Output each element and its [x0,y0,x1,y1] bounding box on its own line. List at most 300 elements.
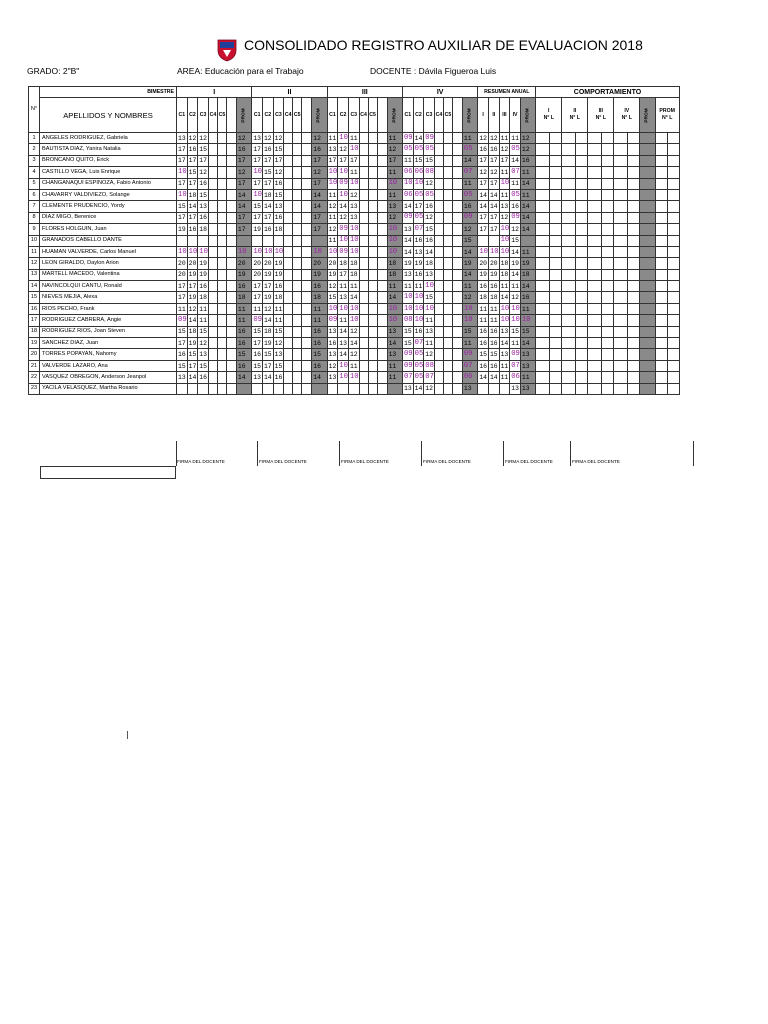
grade-value [434,269,443,280]
grade-value [368,144,377,155]
grade-value [359,224,368,235]
grade-value: 11 [327,235,338,246]
grade-value: 13 [177,372,188,383]
grade-value [443,201,452,212]
grade-value [284,133,293,144]
row-number: 14 [29,281,40,292]
grade-value: 10 [348,224,359,235]
behavior-cell [628,201,640,212]
grade-value [359,338,368,349]
spacer-cell [302,144,312,155]
grade-value: 15 [187,167,198,178]
spacer-cell [377,360,387,371]
spacer-cell [452,246,462,257]
behavior-cell [550,315,562,326]
grade-value: 19 [198,269,209,280]
final-prom-cell [655,269,667,280]
grade-value: 10 [327,246,338,257]
signature-label: FIRMA DEL DOCENTE [177,459,225,464]
grade-value: 12 [424,178,435,189]
table-row [29,133,680,144]
resumen-prom-header [520,98,535,133]
final-prom-cell [655,326,667,337]
prom-label: PROM [392,108,398,123]
grade-value: 17 [177,281,188,292]
grade-value [208,144,217,155]
grade-value: 06 [402,167,413,178]
page-title: CONSOLIDADO REGISTRO AUXILIAR DE EVALUACION 2018 [244,37,643,53]
behavior-cell [602,360,614,371]
grade-value: 14 [478,372,489,383]
behavior-cell [550,178,562,189]
grade-value: 15 [488,349,499,360]
grade-value [217,224,226,235]
behavior-prom-cell [640,133,655,144]
grade-value: 10 [510,315,521,326]
prom-value: 17 [312,224,327,235]
grade-value: 07 [413,224,424,235]
grade-value: 13 [499,349,510,360]
prom-label: PROM [644,108,650,123]
signature-divider [570,441,571,466]
grade-value: 16 [273,178,284,189]
prom-value [387,383,402,394]
grade-value [284,292,293,303]
grade-value [368,360,377,371]
final-prom-cell [655,246,667,257]
behavior-cell [562,246,576,257]
criterion-header: C1 [252,98,263,133]
student-name: CLEMENTE PRUDENCIO, Yordy [40,201,177,212]
grade-value [368,155,377,166]
grade-value: 11 [273,303,284,314]
grade-value [443,178,452,189]
spacer-cell [377,155,387,166]
criterion-header: C5 [293,98,302,133]
grade-value: 11 [478,315,489,326]
grade-value [284,178,293,189]
table-row [29,303,680,314]
signature-label: FIRMA DEL DOCENTE [423,459,471,464]
spacer-cell [302,258,312,269]
grade-value: 16 [262,224,273,235]
grade-value: 12 [273,167,284,178]
grade-value [284,201,293,212]
student-name: YACILA VELASQUEZ, Martha Rosario [40,383,177,394]
grade-value: 16 [198,372,209,383]
grade-value: 16 [488,144,499,155]
behavior-cell [614,292,628,303]
grade-value: 16 [187,144,198,155]
grade-value: 15 [273,144,284,155]
behavior-prom-cell [640,167,655,178]
spacer-cell [302,235,312,246]
grade-value [359,360,368,371]
grade-value [443,189,452,200]
grade-value [368,315,377,326]
behavior-cell [614,326,628,337]
grade-value: 10 [327,303,338,314]
grade-value [478,235,489,246]
grade-value: 15 [273,360,284,371]
grade-value: 09 [510,212,521,223]
grade-value: 13 [413,246,424,257]
grade-value: 09 [402,349,413,360]
prom-value: 10 [387,303,402,314]
grade-value: 19 [327,269,338,280]
grade-value: 15 [402,338,413,349]
grade-value: 15 [198,360,209,371]
prom-value: 14 [520,178,535,189]
grade-value: 10 [499,315,510,326]
grade-value: 09 [338,224,349,235]
prom-value: 14 [387,338,402,349]
spacer-cell [302,98,312,133]
grade-value: 18 [488,292,499,303]
grade-value [434,189,443,200]
behavior-cell [536,201,550,212]
grade-value [368,338,377,349]
grade-value: 17 [177,155,188,166]
grade-value: 16 [478,326,489,337]
grade-value [434,372,443,383]
grade-value: 13 [327,372,338,383]
behavior-cell [628,167,640,178]
prom-value: 16 [462,201,477,212]
spacer-cell [377,133,387,144]
grade-value: 16 [413,269,424,280]
behavior-cell [536,133,550,144]
behavior-cell [576,326,588,337]
spacer-cell [452,201,462,212]
table-row [29,383,680,394]
grade-value [273,383,284,394]
prom-value: 16 [312,338,327,349]
signature-box [40,466,176,479]
grade-value [208,315,217,326]
grade-value [368,167,377,178]
row-number: 2 [29,144,40,155]
behavior-cell [628,212,640,223]
grade-value: 12 [488,167,499,178]
grade-value: 13 [198,201,209,212]
grade-value: 16 [198,281,209,292]
behavior-cell [576,246,588,257]
grade-value: 15 [478,349,489,360]
grade-value [434,383,443,394]
grade-value: 15 [198,189,209,200]
behavior-cell [576,292,588,303]
row-number: 22 [29,372,40,383]
spacer-cell [452,212,462,223]
behavior-cell [614,246,628,257]
behavior-prom-cell [640,326,655,337]
grade-value: 18 [187,326,198,337]
grade-value: 10 [499,178,510,189]
grade-value: 10 [499,224,510,235]
behavior-cell [614,178,628,189]
behavior-cell [550,155,562,166]
prom-value: 10 [387,224,402,235]
behavior-cell [576,338,588,349]
grade-value: 19 [510,258,521,269]
grade-value: 14 [499,292,510,303]
student-name: TORRES POPAYAN, Nahomy [40,349,177,360]
behavior-cell [550,201,562,212]
spacer-cell [377,212,387,223]
behavior-cell [562,167,576,178]
grade-value [359,144,368,155]
behavior-cell [602,212,614,223]
spacer-cell [302,383,312,394]
grade-value [284,224,293,235]
grade-value [359,326,368,337]
table-row [29,178,680,189]
spacer-cell [302,349,312,360]
behavior-cell [614,349,628,360]
bimestre-header: BIMESTRE [40,87,177,98]
grade-value: 08 [402,315,413,326]
behavior-cell [550,338,562,349]
grade-value [368,269,377,280]
grade-value: 05 [413,144,424,155]
grade-value: 09 [402,212,413,223]
behavior-cell [550,292,562,303]
behavior-cell [628,349,640,360]
grade-value [434,258,443,269]
grade-value: 12 [338,212,349,223]
grade-value [488,235,499,246]
prom-value: 16 [312,326,327,337]
final-prom-label: PROM [659,108,675,114]
behavior-cell [550,281,562,292]
behavior-prom-cell [640,303,655,314]
prom-value: 16 [312,360,327,371]
spacer-cell [226,315,236,326]
grade-value [443,212,452,223]
grade-value: 15 [262,167,273,178]
grade-value [359,246,368,257]
grade-value [359,189,368,200]
grade-value: 15 [177,360,188,371]
grade-value: 14 [510,155,521,166]
comportamiento-col-header [614,98,640,133]
spacer-cell [377,281,387,292]
grade-value: 12 [424,383,435,394]
grade-value: 12 [488,133,499,144]
behavior-prom-cell [640,144,655,155]
grade-value: 14 [478,189,489,200]
grade-value: 17 [262,155,273,166]
grade-value: 14 [510,269,521,280]
grade-value: 12 [262,303,273,314]
grade-value [187,235,198,246]
grade-value: 13 [424,326,435,337]
behavior-cell [550,303,562,314]
grade-value: 20 [177,269,188,280]
behavior-cell [536,383,550,394]
grade-value: 17 [488,224,499,235]
prom-value: 14 [520,281,535,292]
grade-value [359,281,368,292]
grade-value [217,189,226,200]
grade-value: 17 [478,212,489,223]
grade-value [284,281,293,292]
prom-value: 14 [462,269,477,280]
prom-value: 12 [462,224,477,235]
signature-divider [421,441,422,466]
grade-value: 10 [424,281,435,292]
prom-value: 11 [462,281,477,292]
grade-value: 16 [510,201,521,212]
grade-value: 19 [187,338,198,349]
grade-value [499,383,510,394]
spacer-cell [377,315,387,326]
grade-value: 16 [424,235,435,246]
final-prom-cell [667,349,679,360]
grade-value: 13 [499,326,510,337]
grade-value [284,167,293,178]
grade-value: 20 [488,258,499,269]
final-prom-cell [655,372,667,383]
spacer-cell [302,269,312,280]
spacer-cell [302,303,312,314]
spacer-cell [452,360,462,371]
grade-value: 16 [478,281,489,292]
prom-value: 10 [387,178,402,189]
grade-value [198,235,209,246]
grade-value: 10 [402,303,413,314]
grade-value: 10 [177,167,188,178]
behavior-cell [536,315,550,326]
prom-label: PROM [316,108,322,123]
grade-value: 14 [338,349,349,360]
final-prom-cell [667,189,679,200]
grade-value [262,383,273,394]
grade-value [208,235,217,246]
prom-value: 17 [236,212,251,223]
grade-value: 17 [488,212,499,223]
grade-value [359,383,368,394]
grade-value [359,315,368,326]
grade-value: 11 [488,303,499,314]
grade-value: 13 [327,349,338,360]
grade-value [208,338,217,349]
behavior-cell [602,189,614,200]
behavior-cell [614,224,628,235]
grade-value: 18 [187,189,198,200]
student-name: CHAVARRY VALDIVIEZO, Solange [40,189,177,200]
grade-value: 05 [413,212,424,223]
grade-value: 16 [488,326,499,337]
grade-value: 10 [402,178,413,189]
grade-value: 12 [187,133,198,144]
grade-value [293,224,302,235]
prom-value: 17 [312,155,327,166]
spacer-cell [226,144,236,155]
docente-label: DOCENTE : Dávila Figueroa Luis [370,66,497,76]
grade-value [368,133,377,144]
table-row [29,315,680,326]
grade-value: 11 [499,281,510,292]
grade-value: 17 [252,338,263,349]
grade-value [217,383,226,394]
grade-value [293,338,302,349]
grade-value: 11 [348,360,359,371]
behavior-cell [536,338,550,349]
grade-value: 13 [402,383,413,394]
behavior-prom-cell [640,269,655,280]
behavior-cell [602,144,614,155]
grade-value [293,167,302,178]
behavior-cell [628,281,640,292]
behavior-cell [562,315,576,326]
spacer-cell [377,235,387,246]
grade-value: 11 [402,155,413,166]
behavior-cell [536,360,550,371]
grade-value [359,258,368,269]
grade-value [368,246,377,257]
prom-value: 16 [312,281,327,292]
grade-value: 12 [198,133,209,144]
final-prom-cell [667,372,679,383]
grade-value: 10 [252,189,263,200]
grade-value [443,281,452,292]
behavior-cell [536,303,550,314]
grade-value [217,144,226,155]
grade-value: 14 [187,315,198,326]
prom-value: 13 [387,201,402,212]
grade-value: 14 [262,201,273,212]
grade-value [443,303,452,314]
grade-value [443,349,452,360]
grade-value: 18 [262,189,273,200]
behavior-cell [576,258,588,269]
spacer-cell [377,326,387,337]
behavior-cell [550,258,562,269]
grade-value: 11 [177,303,188,314]
grade-value: 18 [273,292,284,303]
grade-value: 10 [252,167,263,178]
behavior-cell [536,269,550,280]
grade-value: 10 [510,303,521,314]
grade-value [208,281,217,292]
behavior-cell [614,133,628,144]
prom-value: 18 [520,269,535,280]
behavior-cell [550,189,562,200]
grade-value: 07 [402,372,413,383]
behavior-cell [562,235,576,246]
grade-value [434,155,443,166]
grade-value: 15 [252,360,263,371]
spacer-cell [452,372,462,383]
grade-value [217,246,226,257]
spacer-cell [452,178,462,189]
behavior-cell [576,349,588,360]
grade-value [434,167,443,178]
grade-value: 05 [424,189,435,200]
grade-value: 11 [348,133,359,144]
behavior-cell [588,258,602,269]
student-name: RODRIGUEZ CABRERA, Angie [40,315,177,326]
final-prom-cell [655,303,667,314]
prom-value: 14 [312,201,327,212]
grade-value [217,349,226,360]
behavior-cell [536,281,550,292]
grade-value [368,292,377,303]
prom-value: 11 [520,372,535,383]
behavior-cell [628,224,640,235]
